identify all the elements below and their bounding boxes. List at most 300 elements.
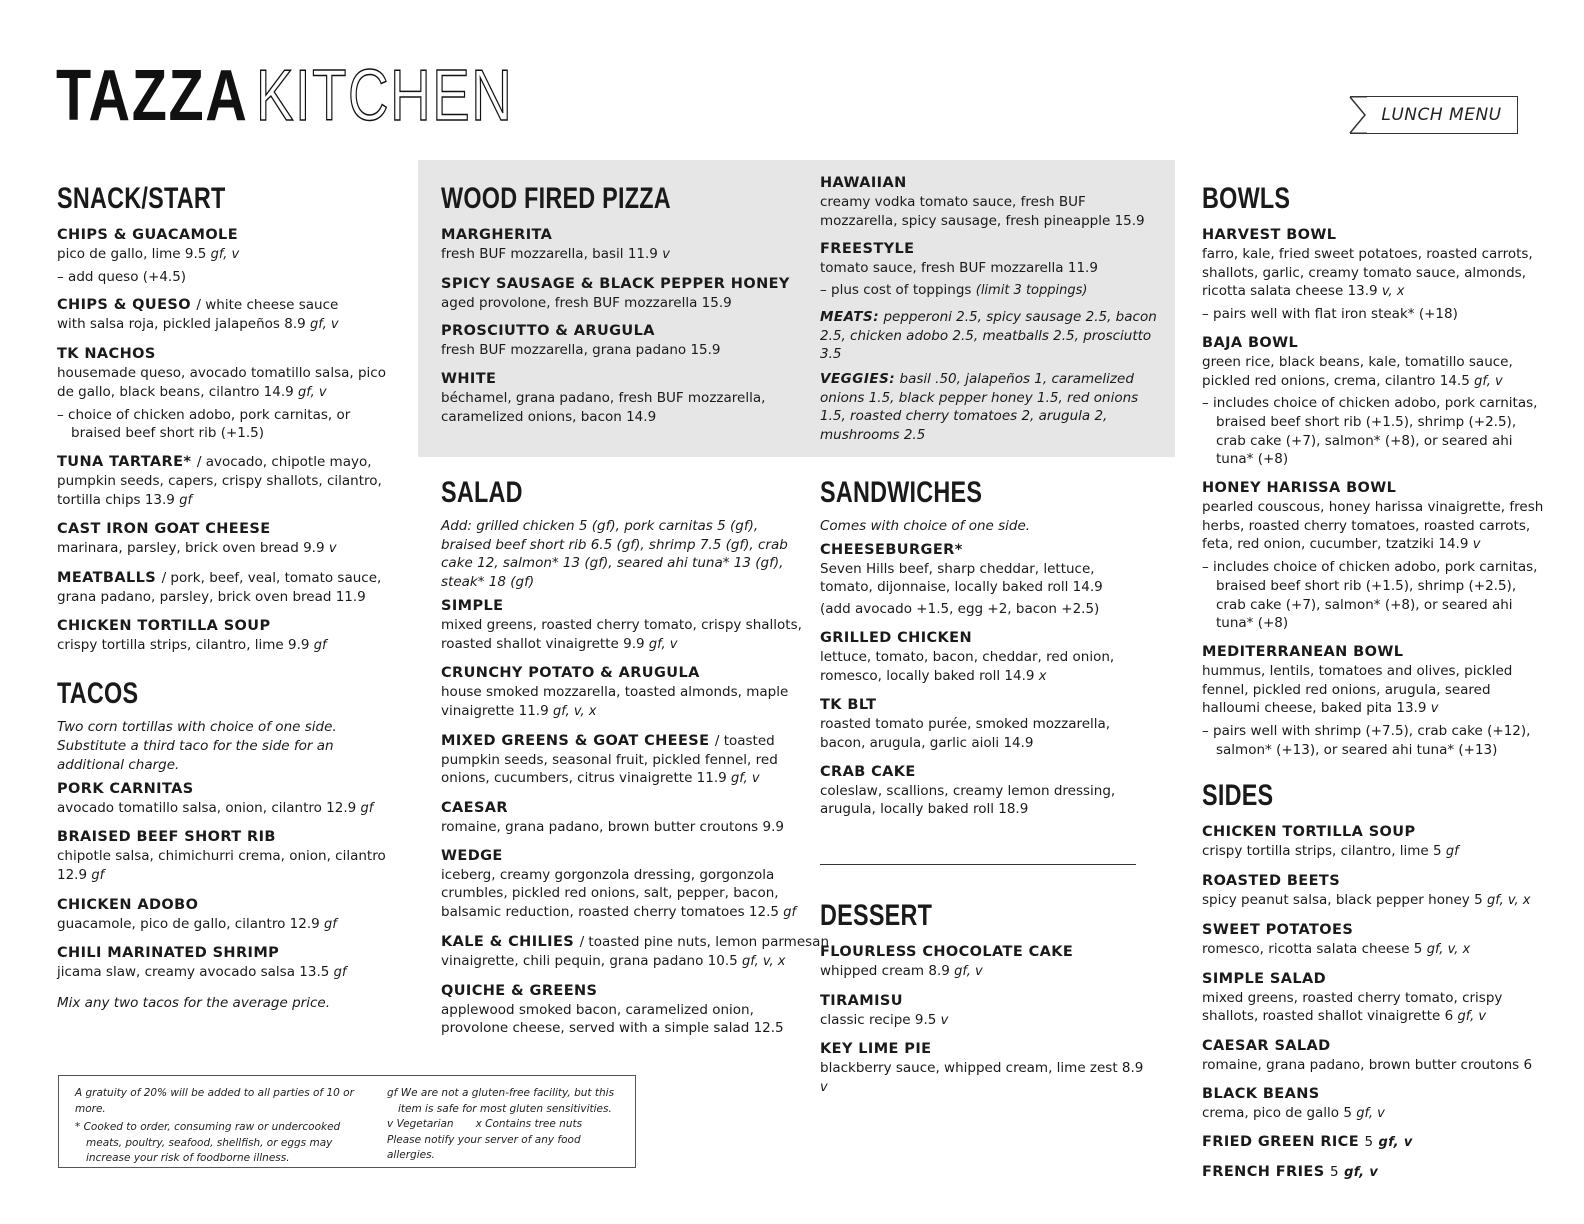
item-name	[57, 827, 402, 847]
item-inline-note: / white cheese sauce	[196, 297, 339, 314]
dietary-tags: v	[1430, 701, 1439, 717]
item-name	[1202, 478, 1547, 498]
item-description	[1202, 1056, 1547, 1075]
menu-item	[441, 321, 801, 360]
item-inline-note: / avocado, chipotle mayo,	[196, 453, 372, 470]
item-title: FRIED GREEN RICE	[1202, 1134, 1360, 1151]
footer-tree-nuts: x Contains tree nuts	[475, 1118, 583, 1130]
item-name	[57, 616, 402, 636]
item-name	[820, 762, 1150, 782]
item-title: TUNA TARTARE*	[57, 453, 192, 470]
menu-item	[1202, 1132, 1547, 1153]
item-name	[441, 798, 811, 818]
item-description-text: green rice, black beans, kale, tomatillo sauce, pickled red onions, crema, cilantro 14.5	[1202, 353, 1513, 389]
section-title-tacos: TACOS	[57, 677, 139, 711]
item-name	[441, 369, 801, 389]
footer-allergy: Please notify your server of any food allergies.	[387, 1133, 581, 1161]
footer-left	[75, 1086, 375, 1167]
item-title: TIRAMISU	[820, 992, 903, 1009]
item-description	[441, 389, 801, 426]
item-name	[820, 942, 1150, 962]
section-title-bowls: BOWLS	[1202, 182, 1291, 215]
item-description-text: avocado tomatillo salsa, onion, cilantro 12.9	[57, 799, 357, 816]
item-description-text: crema, pico de gallo 5	[1202, 1104, 1352, 1121]
item-title: MIXED GREENS & GOAT CHEESE	[441, 732, 710, 749]
item-description	[57, 799, 402, 819]
item-title: CRAB CAKE	[820, 763, 916, 780]
item-name	[1202, 920, 1547, 940]
dietary-tags: gf, v, x	[553, 703, 597, 719]
dietary-tags: gf	[1445, 844, 1459, 860]
item-description	[57, 963, 402, 983]
item-description	[820, 1011, 1150, 1031]
dietary-tags: gf, v	[310, 317, 339, 333]
menu-item	[441, 225, 801, 265]
item-description-text: classic recipe 9.5	[820, 1011, 937, 1028]
item-name	[441, 731, 811, 751]
item-description	[820, 648, 1150, 686]
menu-item	[57, 779, 402, 819]
item-addon-text: (add avocado +1.5, egg +2, bacon +2.5)	[820, 601, 1100, 618]
veggies-label: VEGGIES:	[820, 370, 896, 387]
sandwiches-list	[820, 540, 1150, 819]
item-description-text: pearled couscous, honey harissa vinaigrette, fresh herbs, roasted cherry tomatoes, roasted carrots, feta, red onion, cucumber, tzatziki 14.9	[1202, 499, 1544, 553]
menu-item	[57, 295, 402, 335]
item-description-text: pumpkin seeds, capers, crispy shallots, cilantro, tortilla chips 13.9	[57, 472, 382, 508]
item-name	[441, 274, 801, 294]
item-title: CAESAR	[441, 800, 508, 817]
item-description	[57, 364, 402, 402]
brand-kitchen: KITCHEN	[256, 56, 514, 136]
item-description-text: crispy tortilla strips, cilantro, lime 5	[1202, 843, 1442, 860]
item-name	[1202, 1036, 1547, 1056]
menu-item	[820, 942, 1150, 982]
item-addon-text: – pairs well with flat iron steak* (+18)	[1202, 306, 1458, 323]
dietary-tags: gf, v	[1378, 1135, 1413, 1151]
item-name	[57, 943, 402, 963]
dietary-tags: gf, v	[1344, 1165, 1379, 1181]
item-description-text: tomato sauce, fresh BUF mozzarella 11.9	[820, 260, 1098, 277]
item-description-text: fresh BUF mozzarella, basil 11.9	[441, 246, 658, 262]
meats-label: MEATS:	[820, 308, 880, 325]
item-title: TK NACHOS	[57, 346, 156, 363]
item-description	[441, 866, 811, 923]
item-description	[1202, 245, 1547, 302]
item-title: KALE & CHILIES	[441, 933, 575, 950]
item-title: CHEESEBURGER*	[820, 541, 963, 558]
menu-item	[1202, 478, 1547, 633]
dietary-tags: v, x	[1381, 284, 1405, 300]
item-description-text: with salsa roja, pickled jalapeños 8.9	[57, 316, 306, 333]
menu-item	[820, 991, 1150, 1031]
item-description	[441, 683, 811, 721]
item-description	[57, 636, 402, 656]
item-title: CHICKEN TORTILLA SOUP	[1202, 824, 1416, 841]
item-addon	[1202, 722, 1547, 759]
item-title: FLOURLESS CHOCOLATE CAKE	[820, 944, 1074, 960]
dietary-tags: v	[940, 1012, 949, 1028]
item-name	[820, 1039, 1150, 1059]
item-description-text: chipotle salsa, chimichurri crema, onion, cilantro 12.9	[57, 848, 386, 883]
menu-item	[57, 827, 402, 885]
footer-vegetarian: v Vegetarian	[387, 1118, 454, 1130]
item-name	[441, 981, 811, 1001]
item-title: QUICHE & GREENS	[441, 982, 598, 999]
brand-logo	[56, 58, 586, 134]
lunch-menu-tag	[1350, 96, 1518, 134]
item-description	[820, 782, 1150, 819]
item-name	[57, 295, 402, 315]
item-name	[1202, 333, 1547, 353]
item-name	[820, 540, 1150, 560]
item-name	[1202, 225, 1547, 245]
sides-list	[1202, 822, 1547, 1183]
item-title: HAWAIIAN	[820, 175, 907, 191]
item-description-text: Seven Hills beef, sharp cheddar, lettuce, tomato, dijonnaise, locally baked roll 14.9	[820, 560, 1103, 596]
dietary-tags: gf, v, x	[742, 953, 786, 969]
menu-item	[441, 274, 801, 313]
item-description	[820, 560, 1150, 597]
item-title: CAESAR SALAD	[1202, 1037, 1331, 1054]
item-description-text: guacamole, pico de gallo, cilantro 12.9	[57, 915, 320, 932]
item-title: BRAISED BEEF SHORT RIB	[57, 829, 276, 846]
item-title: WHITE	[441, 371, 497, 388]
menu-item	[441, 369, 801, 426]
item-description-text: aged provolone, fresh BUF mozzarella 15.9	[441, 294, 732, 311]
item-description	[820, 715, 1150, 752]
item-description-text: coleslaw, scallions, creamy lemon dressing, arugula, locally baked roll 18.9	[820, 782, 1116, 818]
item-title: MEDITERRANEAN BOWL	[1202, 643, 1404, 660]
dietary-tags: v	[820, 1080, 828, 1096]
item-title: CHIPS & QUESO	[57, 297, 191, 314]
item-name	[57, 895, 402, 915]
item-title: PORK CARNITAS	[57, 780, 194, 797]
item-description-text: whipped cream 8.9	[820, 963, 950, 979]
menu-item	[57, 943, 402, 983]
item-description	[441, 818, 811, 837]
dietary-tags: gf, v	[731, 771, 760, 787]
item-description-text: mixed greens, roasted cherry tomato, crispy shallots, roasted shallot vinaigrette 9.9	[441, 616, 802, 652]
column-dessert	[820, 899, 1150, 1098]
column-pizza-left	[441, 182, 801, 427]
dietary-tags: gf	[324, 916, 337, 932]
item-description-text: spicy peanut salsa, black pepper honey 5	[1202, 892, 1483, 909]
item-description	[1202, 498, 1547, 555]
item-description	[441, 751, 811, 789]
footer-notice	[58, 1075, 636, 1168]
item-description	[820, 193, 1165, 230]
menu-item	[441, 798, 811, 837]
item-description-text: roasted tomato purée, smoked mozzarella, bacon, arugula, garlic aioli 14.9	[820, 716, 1111, 751]
veggies-text: basil .50, jalapeños 1, caramelized onions 1.5, black pepper honey 1.5, red onions 1.5, roasted cherry tomatoes 2, arugula 2, mushrooms 2.5	[820, 370, 1139, 444]
item-name	[441, 663, 811, 683]
item-addon	[57, 268, 402, 287]
item-name	[57, 779, 402, 799]
menu-item	[57, 225, 402, 286]
item-name	[1202, 1162, 1547, 1183]
item-title: CHICKEN ADOBO	[57, 896, 199, 913]
dietary-tags: v	[328, 541, 337, 557]
menu-item	[1202, 920, 1547, 960]
item-description-text: lettuce, tomato, bacon, cheddar, red onion, romesco, locally baked roll 14.9	[820, 648, 1115, 684]
item-description	[441, 245, 801, 265]
item-title: KEY LIME PIE	[820, 1041, 932, 1058]
item-description-text: crispy tortilla strips, cilantro, lime 9.9	[57, 636, 310, 653]
dietary-tags: gf, v	[210, 247, 240, 262]
item-description-text: romaine, grana padano, brown butter croutons 9.9	[441, 819, 784, 836]
item-name	[57, 519, 402, 539]
section-title-sides: SIDES	[1202, 779, 1274, 813]
item-description	[441, 952, 811, 972]
item-addon	[1202, 558, 1547, 633]
tacos-intro: Two corn tortillas with choice of one side. Substitute a third taco for the side for an additional charge.	[57, 719, 337, 773]
item-name	[1202, 969, 1547, 989]
item-description	[1202, 1104, 1547, 1124]
salad-list	[441, 596, 830, 1038]
item-name	[820, 991, 1150, 1011]
item-name	[441, 225, 801, 245]
item-name	[441, 321, 801, 341]
item-inline-note: / pork, beef, veal, tomato sauce,	[161, 570, 382, 587]
menu-item	[1202, 642, 1547, 760]
item-title: CAST IRON GOAT CHEESE	[57, 521, 271, 538]
item-name	[57, 568, 402, 588]
item-description	[1202, 662, 1547, 719]
item-description-text: house smoked mozzarella, toasted almonds, maple vinaigrette 11.9	[441, 684, 789, 719]
item-title: CHIPS & GUACAMOLE	[57, 227, 238, 243]
menu-item	[441, 981, 811, 1038]
item-description-text: vinaigrette, chili pequin, grana padano 10.5	[441, 952, 738, 969]
menu-item	[1202, 969, 1547, 1027]
divider-rule	[820, 864, 1136, 865]
item-description-text: romesco, ricotta salata cheese 5	[1202, 940, 1423, 957]
item-name	[1202, 871, 1547, 891]
item-addon	[820, 600, 1150, 619]
dietary-tags: gf	[360, 800, 374, 816]
item-description	[57, 472, 402, 510]
meats-text: pepperoni 2.5, spicy sausage 2.5, bacon 2.5, chicken adobo 2.5, meatballs 2.5, prosciutto 3.5	[820, 308, 1157, 363]
item-description-text: mixed greens, roasted cherry tomato, crispy shallots, roasted shallot vinaigrette 6	[1202, 989, 1503, 1025]
item-name	[820, 173, 1165, 193]
item-description	[820, 259, 1165, 278]
item-title: FRENCH FRIES	[1202, 1164, 1325, 1181]
item-description	[57, 915, 402, 935]
bowls-list	[1202, 225, 1547, 759]
brand-tazza: TAZZA	[56, 56, 249, 136]
item-description-text: iceberg, creamy gorgonzola dressing, gorgonzola crumbles, pickled red onions, salt, pepper, bacon, balsamic reduction, roasted cherry tomatoes 12.5	[441, 866, 779, 921]
item-description	[1202, 842, 1547, 862]
menu-item	[441, 846, 811, 923]
menu-item	[1202, 1162, 1547, 1183]
dietary-tags: gf	[783, 905, 797, 921]
menu-item	[820, 628, 1150, 686]
item-description	[441, 294, 801, 313]
menu-item	[57, 344, 402, 443]
item-description	[57, 245, 402, 265]
dietary-tags: x	[1038, 668, 1047, 684]
item-name	[57, 225, 402, 245]
pizza-list-right	[820, 173, 1165, 301]
snack-list	[57, 225, 402, 655]
menu-item	[1202, 225, 1547, 324]
item-name	[820, 239, 1165, 259]
menu-item	[57, 519, 402, 559]
salad-intro: Add: grilled chicken 5 (gf), pork carnitas 5 (gf), braised beef short rib 6.5 (gf), shrimp 7.5 (gf), crab cake 12, salmon* 13 (gf), seared ahi tuna* 13 (gf), steak* 18 (gf)	[441, 518, 788, 591]
item-addon-note: (limit 3 toppings)	[975, 283, 1088, 299]
dietary-tags: gf	[91, 867, 105, 883]
pizza-veggies	[820, 370, 1165, 445]
section-title-pizza: WOOD FIRED PIZZA	[441, 182, 671, 215]
section-title-snack: SNACK/START	[57, 182, 226, 215]
menu-item	[820, 1039, 1150, 1097]
menu-item	[1202, 1084, 1547, 1124]
item-description	[441, 1001, 811, 1038]
item-title: CRUNCHY POTATO & ARUGULA	[441, 665, 700, 682]
item-description-text: fresh BUF mozzarella, grana padano 15.9	[441, 342, 721, 359]
menu-item	[441, 932, 830, 972]
section-title-salad: SALAD	[441, 476, 523, 509]
column-sandwiches	[820, 476, 1150, 819]
tag-notch-icon	[1349, 96, 1367, 134]
column-snack-tacos	[57, 182, 402, 1013]
item-title: FREESTYLE	[820, 241, 915, 258]
item-description-text: housemade queso, avocado tomatillo salsa, pico de gallo, black beans, cilantro 14.9	[57, 365, 386, 400]
item-description-text: farro, kale, fried sweet potatoes, roasted carrots, shallots, garlic, creamy tomato sauce, almonds, ricotta salata cheese 13.9	[1202, 246, 1533, 300]
item-description	[57, 539, 402, 559]
item-description	[820, 1059, 1150, 1097]
item-description-text: hummus, lentils, tomatoes and olives, pickled fennel, pickled red onions, arugula, seared halloumi cheese, baked pita 13.9	[1202, 662, 1513, 717]
item-description	[57, 588, 402, 607]
item-name	[1202, 642, 1547, 662]
tacos-list	[57, 779, 402, 984]
item-description-text: marinara, parsley, brick oven bread 9.9	[57, 540, 325, 557]
item-addon	[1202, 305, 1547, 324]
footer-gratuity: A gratuity of 20% will be added to all parties of 10 or more.	[75, 1087, 354, 1115]
menu-item	[441, 663, 811, 721]
item-name	[1202, 1084, 1547, 1104]
item-description-text: pumpkin seeds, seasonal fruit, pickled fennel, red onions, cucumbers, citrus vinaigrette 11.9	[441, 751, 778, 787]
dietary-tags: gf, v	[954, 964, 983, 979]
item-addon-text: – plus cost of toppings	[820, 282, 972, 299]
dietary-tags: gf, v, x	[1486, 893, 1531, 909]
item-inline-note: / toasted	[714, 732, 775, 749]
item-addon	[820, 281, 1165, 301]
item-title: ROASTED BEETS	[1202, 873, 1341, 890]
item-description	[1202, 353, 1547, 391]
dietary-tags: gf	[333, 965, 347, 981]
dietary-tags: gf, v	[1474, 373, 1503, 389]
pizza-meats	[820, 308, 1165, 364]
item-name	[441, 596, 811, 616]
item-name	[1202, 822, 1547, 842]
item-title: CHILI MARINATED SHRIMP	[57, 945, 280, 962]
dietary-tags: gf, v	[298, 384, 327, 400]
item-addon-text: – includes choice of chicken adobo, pork carnitas, braised beef short rib (+1.5), shrimp (+2.5), crab cake (+7), salmon* (+8), or seared ahi tuna* (+8)	[1202, 395, 1538, 468]
dietary-tags: gf, v, x	[1426, 941, 1471, 957]
dietary-tags: v	[1472, 537, 1481, 553]
item-description	[1202, 940, 1547, 960]
item-title: CHICKEN TORTILLA SOUP	[57, 617, 271, 634]
tacos-outro: Mix any two tacos for the average price.	[57, 995, 330, 1012]
menu-item	[1202, 1036, 1547, 1075]
dietary-tags: gf, v	[1356, 1105, 1385, 1121]
section-title-dessert: DESSERT	[820, 899, 933, 932]
item-price: 5	[1364, 1134, 1374, 1151]
item-name	[57, 344, 402, 364]
item-title: BLACK BEANS	[1202, 1085, 1320, 1102]
menu-item	[1202, 871, 1547, 911]
menu-item	[1202, 822, 1547, 862]
footer-right	[387, 1086, 627, 1164]
item-description	[57, 847, 402, 885]
item-price: 5	[1330, 1164, 1339, 1181]
lunch-menu-label: LUNCH MENU	[1381, 105, 1502, 125]
item-addon	[57, 406, 402, 443]
section-title-sandwiches: SANDWICHES	[820, 476, 983, 509]
menu-item	[57, 568, 402, 607]
dietary-tags: gf	[313, 637, 327, 653]
item-description-text: jicama slaw, creamy avocado salsa 13.5	[57, 964, 330, 981]
footer-legend	[387, 1117, 627, 1133]
column-salad	[441, 476, 830, 1038]
item-name	[441, 932, 830, 952]
item-name	[1202, 1132, 1547, 1153]
menu-item	[1202, 333, 1547, 469]
pizza-list-left	[441, 225, 801, 427]
item-title: WEDGE	[441, 847, 503, 864]
item-description	[57, 315, 402, 335]
item-description-text: grana padano, parsley, brick oven bread 11.9	[57, 589, 366, 606]
dessert-list	[820, 942, 1150, 1098]
item-title: MEATBALLS	[57, 570, 157, 587]
dietary-tags: gf, v	[648, 636, 678, 652]
item-title: SIMPLE	[441, 597, 504, 614]
footer-gf: gf We are not a gluten-free facility, but this item is safe for most gluten sensitivities.	[387, 1087, 615, 1115]
menu-item	[820, 173, 1165, 230]
column-bowls-sides	[1202, 182, 1547, 1183]
menu-item	[57, 616, 402, 656]
item-description-text: béchamel, grana padano, fresh BUF mozzarella, caramelized onions, bacon 14.9	[441, 390, 766, 425]
item-title: MARGHERITA	[441, 227, 553, 243]
dietary-tags: gf	[179, 492, 193, 508]
item-title: SWEET POTATOES	[1202, 921, 1354, 938]
item-title: HONEY HARISSA BOWL	[1202, 480, 1397, 497]
item-title: GRILLED CHICKEN	[820, 629, 973, 646]
item-description	[820, 962, 1150, 982]
item-description	[441, 616, 811, 654]
item-title: PROSCIUTTO & ARUGULA	[441, 323, 655, 340]
item-title: TK BLT	[820, 697, 877, 714]
item-description-text: pico de gallo, lime 9.5	[57, 246, 207, 262]
column-pizza-right	[820, 173, 1165, 445]
item-name	[441, 846, 811, 866]
item-description-text: creamy vodka tomato sauce, fresh BUF mozzarella, spicy sausage, fresh pineapple 15.9	[820, 194, 1145, 229]
dietary-tags: gf, v	[1457, 1009, 1487, 1025]
item-name	[57, 452, 402, 472]
item-addon-text: – choice of chicken adobo, pork carnitas, or braised beef short rib (+1.5)	[57, 406, 351, 442]
item-title: SIMPLE SALAD	[1202, 970, 1327, 987]
item-inline-note: / toasted pine nuts, lemon parmesan	[579, 933, 830, 950]
item-description-text: applewood smoked bacon, caramelized onion, provolone cheese, served with a simple salad 12.5	[441, 1001, 784, 1037]
item-description	[1202, 989, 1547, 1027]
item-title: HARVEST BOWL	[1202, 227, 1337, 243]
menu-item	[820, 540, 1150, 619]
menu-item	[820, 239, 1165, 300]
sandwiches-intro: Comes with choice of one side.	[820, 518, 1031, 534]
item-description	[441, 341, 801, 360]
item-description-text: blackberry sauce, whipped cream, lime zest 8.9	[820, 1060, 1144, 1077]
menu-item	[441, 731, 811, 789]
